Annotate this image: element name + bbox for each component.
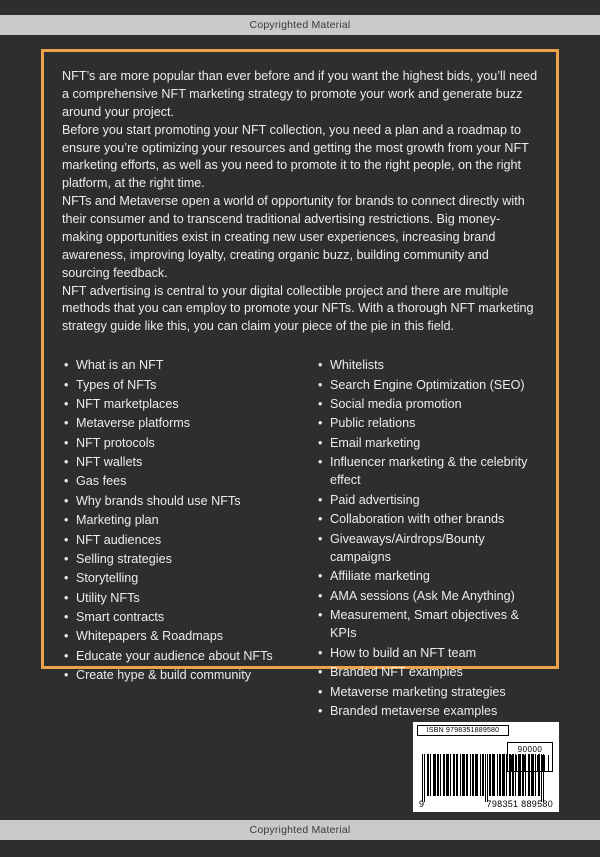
price-code-label: 90000 <box>517 745 543 754</box>
list-item: • Storytelling <box>62 569 300 587</box>
list-item: • Metaverse platforms <box>62 414 300 432</box>
list-item: • Giveaways/Airdrops/Bounty campaigns <box>316 530 538 567</box>
list-item: • How to build an NFT team <box>316 644 538 662</box>
barcode-digits <box>419 799 553 809</box>
list-item: • Gas fees <box>62 472 300 490</box>
blurb-paragraph-1: NFT’s are more popular than ever before and if you want the highest bids, you’ll need a comprehensive NFT marketing strategy to promote your work and generate buzz around your project. <box>62 69 538 119</box>
list-item: • Influencer marketing & the celebrity effect <box>316 453 538 490</box>
list-item: • Branded NFT examples <box>316 663 538 681</box>
list-item: • Types of NFTs <box>62 376 300 394</box>
list-item: • Metaverse marketing strategies <box>316 683 538 701</box>
list-item: • NFT wallets <box>62 453 300 471</box>
list-item: • Marketing plan <box>62 511 300 529</box>
topic-list-left <box>62 356 300 721</box>
list-item: • Measurement, Smart objectives & KPIs <box>316 606 538 643</box>
content-frame <box>41 49 559 718</box>
ean-barcode-bars <box>422 754 550 796</box>
list-item: • Educate your audience about NFTs <box>62 647 300 665</box>
list-item: • Paid advertising <box>316 491 538 509</box>
list-item: • Utility NFTs <box>62 589 300 607</box>
copyright-banner-top: Copyrighted Material <box>0 15 600 35</box>
barcode-block <box>413 722 559 812</box>
list-item: • What is an NFT <box>62 356 300 374</box>
blurb-paragraph-4: NFT advertising is central to your digital collectible project and there are multiple methods that you can employ to promote your NFTs. With a thorough NFT marketing strategy guide like this, you can claim your piece of the pie in this field. <box>62 283 534 334</box>
list-item: • Create hype & build community <box>62 666 300 684</box>
blurb-text <box>62 68 538 336</box>
list-item: • NFT audiences <box>62 531 300 549</box>
isbn-label: ISBN 9798351889580 <box>417 725 509 736</box>
topic-list-right <box>300 356 538 721</box>
blurb-paragraph-2: Before you start promoting your NFT collection, you need a plan and a roadmap to ensure you’re optimizing your resources and getting the most growth from your NFT marketing efforts, as well as you need to promote it to the right people, on the right platform, at the right time. <box>62 122 529 191</box>
list-item: • Whitepapers & Roadmaps <box>62 627 300 645</box>
copyright-banner-bottom: Copyrighted Material <box>0 820 600 840</box>
list-item: • Whitelists <box>316 356 538 374</box>
list-item: • Branded metaverse examples <box>316 702 538 720</box>
topic-lists <box>62 356 538 721</box>
list-item: • Collaboration with other brands <box>316 510 538 528</box>
list-item: • Why brands should use NFTs <box>62 492 300 510</box>
list-item: • NFT protocols <box>62 434 300 452</box>
list-item: • Selling strategies <box>62 550 300 568</box>
barcode-digit-right: 798351 889580 <box>486 799 553 809</box>
list-item: • Affiliate marketing <box>316 567 538 585</box>
list-item: • NFT marketplaces <box>62 395 300 413</box>
blurb-paragraph-3: NFTs and Metaverse open a world of opportunity for brands to connect directly with their consumer and to transcend traditional advertising restrictions. Big money-making opportunities exist in creating new user experiences, increasing brand awareness, improving loyalty, creating organic buzz, building community and sourcing feedback. <box>62 194 525 280</box>
barcode-digit-left: 9 <box>419 799 425 809</box>
list-item: • Smart contracts <box>62 608 300 626</box>
list-item: • AMA sessions (Ask Me Anything) <box>316 587 538 605</box>
list-item: • Public relations <box>316 414 538 432</box>
list-item: • Search Engine Optimization (SEO) <box>316 376 538 394</box>
list-item: • Social media promotion <box>316 395 538 413</box>
list-item: • Email marketing <box>316 434 538 452</box>
